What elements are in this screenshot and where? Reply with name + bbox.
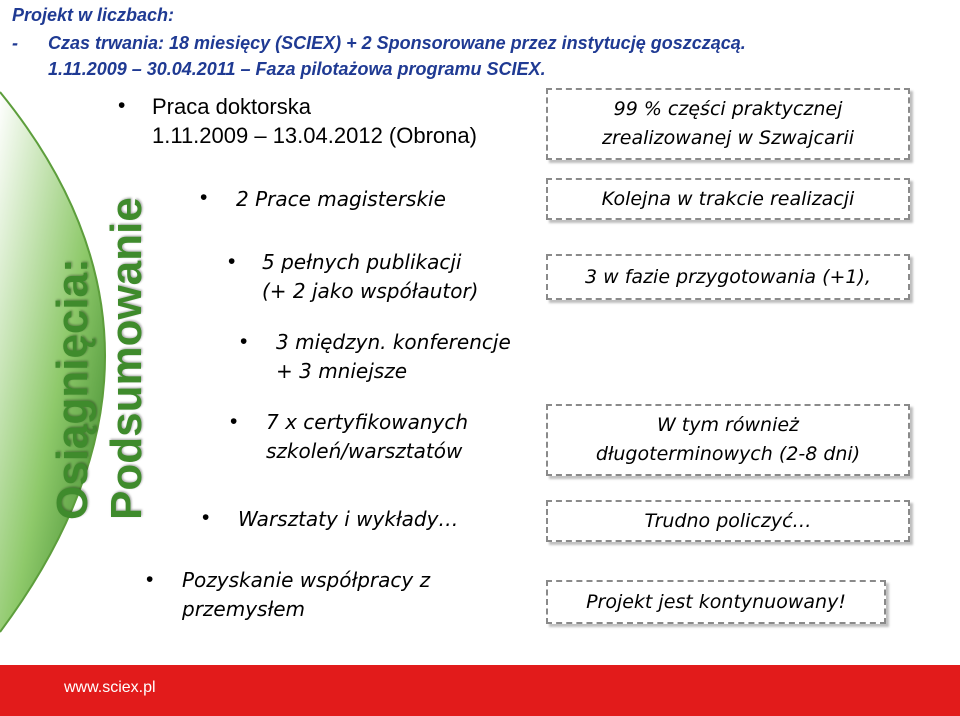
list-item-text: 3 międzyn. konferencje xyxy=(276,330,511,354)
list-item-conferences xyxy=(276,328,511,386)
header-line-1: Czas trwania: 18 miesięcy (SCIEX) + 2 Sponsorowane przez instytucję goszczącą. xyxy=(48,33,746,53)
box-text: długoterminowych (2-8 dni) xyxy=(595,443,861,465)
list-item-text: szkoleń/warsztatów xyxy=(266,439,463,463)
header-title: Projekt w liczbach: xyxy=(12,5,175,25)
box-text: 3 w fazie przygotowania (+1), xyxy=(585,265,871,288)
sidebar-label-1: Osiągnięcia: xyxy=(48,258,97,520)
bullet: • xyxy=(240,330,248,353)
header-dash: - xyxy=(12,33,18,53)
box-text: W tym również xyxy=(656,414,800,436)
box-text: Trudno policzyć… xyxy=(644,509,812,532)
box-text: Projekt jest kontynuowany! xyxy=(586,590,846,613)
sidebar-arc xyxy=(0,80,200,640)
bullet: • xyxy=(230,410,238,433)
list-item-text: 5 pełnych publikacji xyxy=(262,250,462,274)
bullet: • xyxy=(228,250,236,273)
header-line-2: 1.11.2009 – 30.04.2011 – Faza pilotażowa programu SCIEX. xyxy=(48,59,546,79)
list-item-text: + 3 mniejsze xyxy=(276,359,407,383)
list-item-text: (+ 2 jako współautor) xyxy=(262,279,479,303)
list-item-text: przemysłem xyxy=(182,597,305,621)
box-practical-part xyxy=(546,88,910,160)
box-next-in-progress xyxy=(546,178,910,220)
footer-bar xyxy=(0,665,960,716)
list-item-text: 1.11.2009 – 13.04.2012 (Obrona) xyxy=(152,123,477,148)
box-hard-to-count xyxy=(546,500,910,542)
footer-link[interactable]: www.sciex.pl xyxy=(64,679,156,696)
box-text: 99 % części praktycznej xyxy=(613,98,843,120)
box-long-term xyxy=(546,404,910,476)
list-item-workshops: Warsztaty i wykłady… xyxy=(238,507,459,531)
box-text: Kolejna w trakcie realizacji xyxy=(601,187,855,210)
list-item-masters: 2 Prace magisterskie xyxy=(236,187,446,211)
list-item-trainings xyxy=(266,408,468,466)
box-text: zrealizowanej w Szwajcarii xyxy=(601,127,855,149)
box-in-preparation xyxy=(546,254,910,300)
bullet: • xyxy=(200,186,208,209)
bullet: • xyxy=(146,568,154,591)
list-item-publications xyxy=(262,248,478,306)
list-item-text: Pozyskanie współpracy z xyxy=(182,568,431,592)
box-continued xyxy=(546,580,886,624)
list-item-phd xyxy=(152,92,477,150)
bullet: • xyxy=(202,506,210,529)
bullet: • xyxy=(118,94,126,117)
sidebar-label-2: Podsumowanie xyxy=(102,197,151,520)
list-item-text: 7 x certyfikowanych xyxy=(266,410,469,434)
list-item-text: Praca doktorska xyxy=(152,94,311,119)
list-item-industry xyxy=(182,566,430,624)
